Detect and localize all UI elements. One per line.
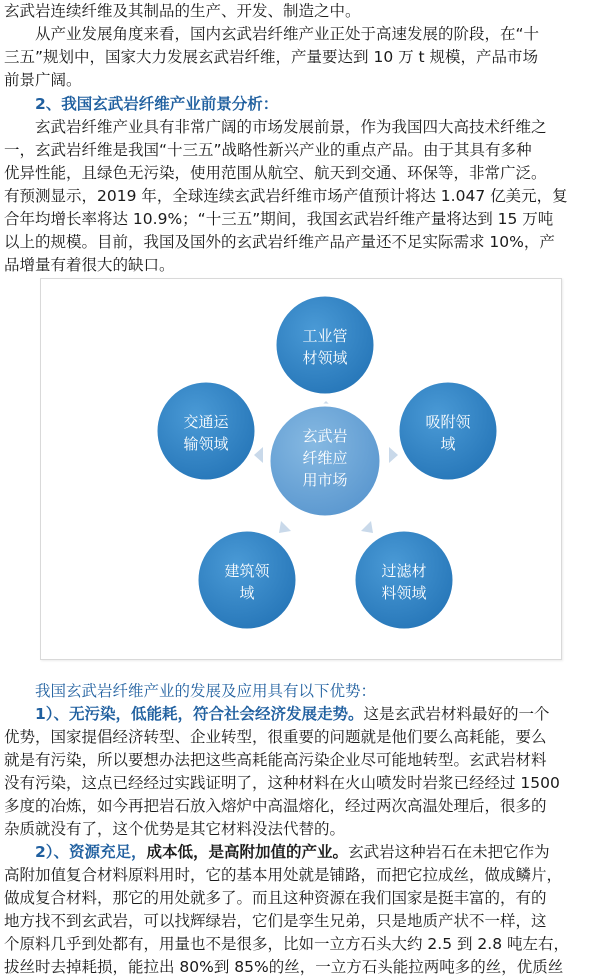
text-fragment: 玄武岩这种岩石在未把它作为 (348, 843, 550, 861)
arrow-down-right-icon (361, 521, 373, 533)
node-transport (156, 381, 256, 481)
advantages-section (4, 680, 596, 979)
advantage-1-first-line (4, 703, 596, 726)
advantages-heading: 我国玄武岩纤维产业的发展及应用具有以下优势： (35, 682, 377, 700)
text-fragment: 这是玄武岩材料最好的一个 (363, 705, 550, 723)
node-construction (197, 530, 297, 630)
text-line: 三五”规划中，国家大力发展玄武岩纤维，产量要达到 10 万 t 规模，产品市场 (4, 48, 539, 66)
text-line: 有预测显示，2019 年，全球连续玄武岩纤维市场产值预计将达 1.047 亿美元，复 (4, 187, 568, 205)
advantage-1-title: 1）、无污染，低能耗，符合社会经济发展走势。 (35, 705, 364, 723)
center-label: 纤维应 (302, 449, 348, 467)
arrow-right-icon (389, 447, 398, 463)
node-label: 建筑领 (224, 562, 270, 580)
text-line: 玄武岩连续纤维及其制品的生产、开发、制造之中。 (4, 2, 361, 20)
node-adsorption (398, 381, 498, 481)
text-line: 高附加值复合材料原料用时，它的基本用处就是铺路，而把它拉成丝，做成鳞片， (4, 866, 563, 884)
text-line: 个原料几乎到处都有，用量也不是很多，比如一立方石头大约 2.5 到 2.8 吨左右， (4, 935, 570, 953)
node-filtration (354, 530, 454, 630)
center-label: 用市场 (302, 471, 348, 489)
advantage-2-number: 2）、资源充足， (35, 843, 147, 861)
arrow-left-icon (254, 447, 263, 463)
center-label: 玄武岩 (302, 427, 348, 445)
section-heading: 2、我国玄武岩纤维产业前景分析： (35, 95, 279, 113)
node-label: 交通运 (183, 413, 229, 431)
application-market-diagram (40, 278, 562, 660)
node-center-market (269, 405, 381, 517)
node-label: 料领域 (381, 584, 427, 602)
text-line: 优势，国家提倡经济转型、企业转型，很重要的问题就是他们要么高耗能，要么 (4, 728, 547, 746)
text-line: 多度的冶炼，如今再把岩石放入熔炉中高温熔化，经过两次高温处理后，很多的 (4, 797, 547, 815)
node-label: 域 (440, 435, 456, 453)
section-2 (4, 93, 596, 277)
text-line: 前景广阔。 (4, 71, 82, 89)
text-line: 做成复合材料，那它的用处就多了。而且这种资源在我们国家是挺丰富的，有的 (4, 889, 547, 907)
advantage-2-title: 成本低，是高附加值的产业。 (146, 843, 349, 861)
text-line: 从产业发展角度来看，国内玄武岩纤维产业正处于高速发展的阶段，在“十 (35, 25, 540, 43)
intro-paragraph (4, 0, 596, 92)
arrow-down-left-icon (279, 521, 291, 533)
node-label: 材领域 (302, 349, 348, 367)
node-label: 域 (239, 584, 255, 602)
node-industrial-pipe (275, 295, 375, 395)
advantage-2-first-line (4, 841, 596, 864)
text-line: 品增量有着很大的缺口。 (4, 256, 175, 274)
text-line: 没有污染，这点已经经过实践证明了，这种材料在火山喷发时岩浆已经经过 1500 (4, 774, 560, 792)
node-label: 工业管 (302, 327, 348, 345)
text-line: 就是有污染，所以要想办法把这些高耗能高污染企业尽可能地转型。玄武岩材料 (4, 751, 547, 769)
text-line: 杂质就没有了，这个优势是其它材料没法代替的。 (4, 820, 346, 838)
node-label: 吸附领 (425, 413, 471, 431)
node-label: 过滤材 (381, 562, 427, 580)
node-label: 输领域 (183, 435, 229, 453)
text-line: 优异性能，且绿色无污染，使用范围从航空、航天到交通、环保等，非常广泛。 (4, 164, 547, 182)
text-line: 玄武岩纤维产业具有非常广阔的市场发展前景，作为我国四大高技术纤维之 (35, 118, 547, 136)
text-line: 一，玄武岩纤维是我国“十三五”战略性新兴产业的重点产品。由于其具有多种 (4, 141, 532, 159)
diagram-svg (41, 279, 561, 659)
text-line: 拔丝时去掉耗损，能拉出 80%到 85%的丝，一立方石头能拉两吨多的丝，优质丝 (4, 958, 564, 976)
text-line: 以上的规模。目前，我国及国外的玄武岩纤维产品产量还不足实际需求 10%，产 (4, 233, 555, 251)
text-line: 地方找不到玄武岩，可以找辉绿岩，它们是孪生兄弟，只是地质产状不一样，这 (4, 912, 547, 930)
text-line: 合年均增长率将达 10.9%；“十三五”期间，我国玄武岩纤维产量将达到 15 万吨 (4, 210, 554, 228)
